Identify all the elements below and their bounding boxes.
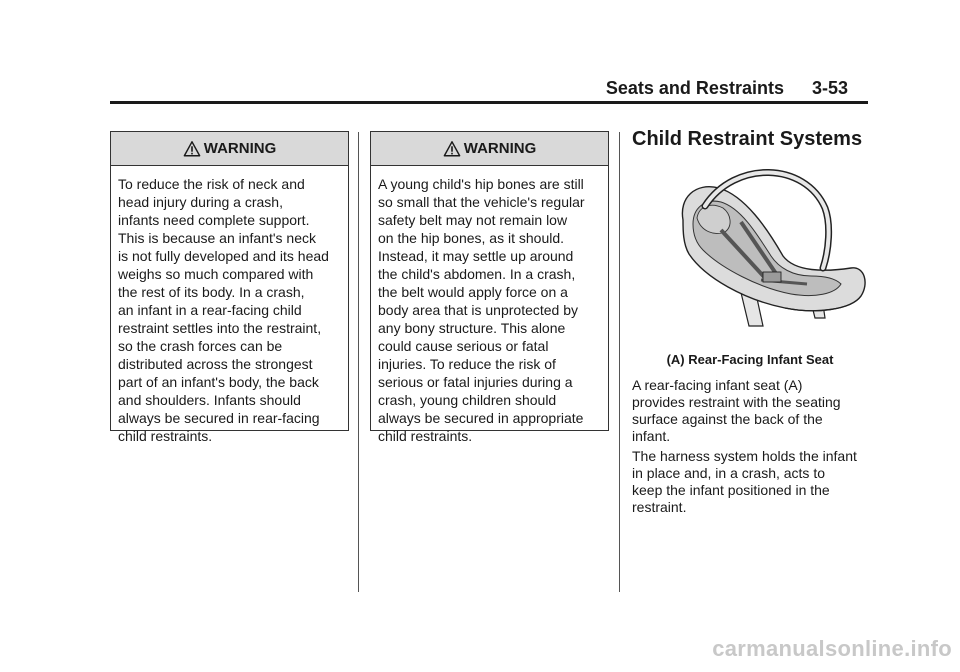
- header-rule: [110, 101, 868, 104]
- paragraph-rear-facing: A rear-facing infant seat (A) provides restraint with the seating surface against the back of the infant.: [632, 377, 841, 444]
- page-number: 3-53: [811, 78, 848, 98]
- warning-title: WARNING: [463, 140, 537, 157]
- header-title: [606, 78, 848, 99]
- header-section: Seats and Restraints: [605, 78, 784, 98]
- column-divider-1: [358, 132, 359, 592]
- paragraph-harness: The harness system holds the infant in place and, in a crash, acts to keep the infant positioned in the restraint.: [632, 448, 857, 515]
- warning-text: A young child's hip bones are still so small that the vehicle's regular safety belt may not remain low on the hip bones, as it should. Instead, it may settle up around the child's abdomen. In a crash, the belt would apply force on a body area that is unprotected by any bony structure. This alone could cause serious or fatal injuries. To reduce the risk of serious or fatal injuries during a crash, young children should always be secured in appropriate child restraints.: [378, 176, 585, 444]
- warning-header: [111, 132, 348, 166]
- infant-seat-illustration: [675, 168, 875, 338]
- figure-caption: (A) Rear-Facing Infant Seat: [666, 352, 834, 367]
- warning-icon: [183, 140, 201, 158]
- watermark: carmanualsonline.info: [712, 636, 952, 661]
- warning-header: [371, 132, 608, 166]
- warning-box-left: [110, 131, 349, 444]
- warning-title: WARNING: [203, 140, 277, 157]
- warning-icon: [443, 140, 461, 158]
- warning-text: To reduce the risk of neck and head injury during a crash, infants need complete support. This is because an infant's neck is not fully developed and its head weighs so much compared with the rest of its body. In a crash, an infant in a rear-facing child restraint settles into the restraint, so the crash forces can be distributed across the strongest part of an infant's body, the back and shoulders. Infants should always be secured in rear-facing child restraints.: [118, 176, 329, 444]
- section-title: Child Restraint Systems: [632, 128, 863, 150]
- column-divider-2: [619, 132, 620, 592]
- warning-box-middle: [370, 131, 609, 444]
